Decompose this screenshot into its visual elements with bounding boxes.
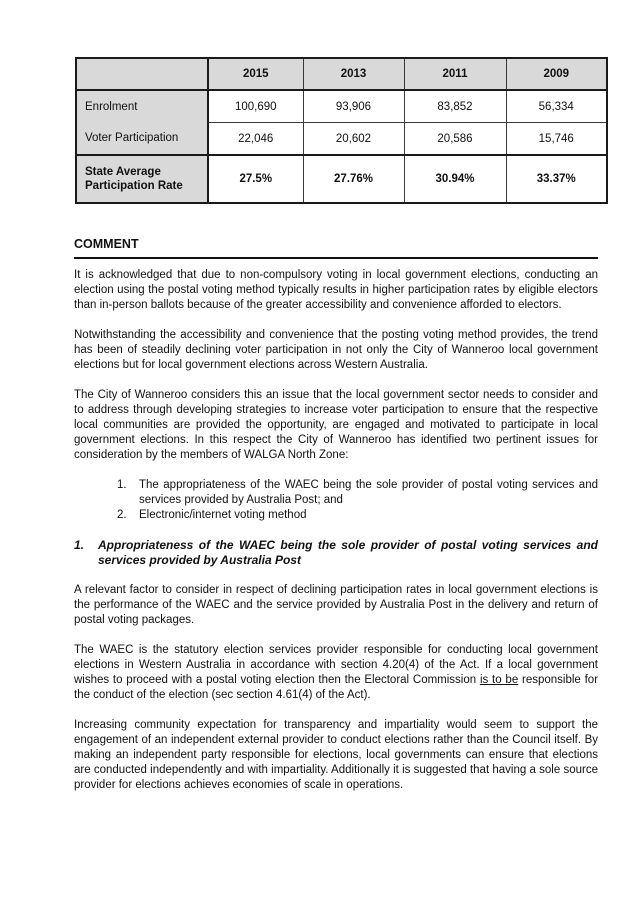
subheading-waec	[74, 538, 598, 568]
table-cell: 100,690	[208, 90, 303, 123]
table-cell: 56,334	[506, 90, 607, 123]
table-header-row	[76, 58, 607, 90]
list-item-number: 2.	[117, 509, 127, 521]
list-item-text: Electronic/internet voting method	[139, 509, 307, 521]
subheading-number: 1.	[74, 538, 85, 552]
table-corner-cell	[76, 58, 208, 90]
paragraph-community-expectation: Increasing community expectation for transparency and impartiality would seem to support the engagement of an independent external provider to conduct elections rather than the Council itself. By making an independent party responsible for elections, local governments can ensure that elections are conducted independently and with impartiality. Additionally it is suggested that having a sole source provider for elections achieves economies of scale in operations.	[74, 719, 598, 791]
paragraph-waec-statutory	[74, 643, 598, 703]
paragraph-trend: Notwithstanding the accessibility and convenience that the posting voting method provides, the trend has been of steadily declining voter participation in not only the City of Wanneroo local government elections but for local government elections across Western Australia.	[74, 329, 598, 371]
row-label: Voter Participation	[76, 123, 208, 156]
table-cell: 93,906	[303, 90, 404, 123]
participation-table	[75, 57, 608, 204]
column-header-2009: 2009	[506, 58, 607, 90]
table-cell: 20,602	[303, 123, 404, 156]
paragraph-segment: responsible for the conduct of the election (sec section 4.61(4) of the Act).	[74, 674, 599, 701]
subheading-text: Appropriateness of the WAEC being the sole provider of postal voting services and services provided by Australia Post	[98, 538, 598, 567]
paragraph-issues: The City of Wanneroo considers this an issue that the local government sector needs to consider and to address through developing strategies to increase voter participation to ensure that the respective local communities are provided the opportunity, are engaged and motivated to participate in local government elections. In this respect the City of Wanneroo has identified two pertinent issues for consideration by the members of WALGA North Zone:	[74, 389, 598, 461]
row-label: State Average Participation Rate	[76, 155, 208, 203]
table-row-enrolment	[76, 90, 607, 123]
table-cell: 30.94%	[404, 155, 506, 203]
table-cell: 27.5%	[208, 155, 303, 203]
list-item-text: The appropriateness of the WAEC being the sole provider of postal voting services and services provided by Australia Post; and	[139, 479, 598, 506]
list-item	[117, 508, 598, 523]
column-header-2015: 2015	[208, 58, 303, 90]
column-header-2011: 2011	[404, 58, 506, 90]
table-cell: 20,586	[404, 123, 506, 156]
list-item	[117, 478, 598, 508]
underlined-phrase: is to be	[479, 674, 519, 686]
row-label: Enrolment	[76, 90, 208, 123]
table-row-voter-participation	[76, 123, 607, 156]
table-cell: 33.37%	[506, 155, 607, 203]
paragraph-intro: It is acknowledged that due to non-compulsory voting in local government elections, conducting an election using the postal voting method typically results in higher participation rates by eligible electors than in-person ballots because of the greater accessibility and convenience afforded to electors.	[74, 269, 598, 311]
column-header-2013: 2013	[303, 58, 404, 90]
paragraph-segment: The WAEC is the statutory election services provider responsible for conducting local government elections in Western Australia in accordance with section 4.20(4) of the Act. If a local government wishes to proceed with a postal voting election then the Electoral Commission	[74, 644, 598, 686]
table-cell: 22,046	[208, 123, 303, 156]
comment-heading: COMMENT	[74, 237, 598, 259]
table-cell: 15,746	[506, 123, 607, 156]
table-cell: 83,852	[404, 90, 506, 123]
table-cell: 27.76%	[303, 155, 404, 203]
issues-list	[117, 478, 598, 523]
paragraph-relevant-factor: A relevant factor to consider in respect of declining participation rates in local government elections is the performance of the WAEC and the service provided by Australia Post in the delivery and return of postal voting packages.	[74, 584, 598, 626]
table-row-state-average	[76, 155, 607, 203]
list-item-number: 1.	[117, 479, 127, 491]
